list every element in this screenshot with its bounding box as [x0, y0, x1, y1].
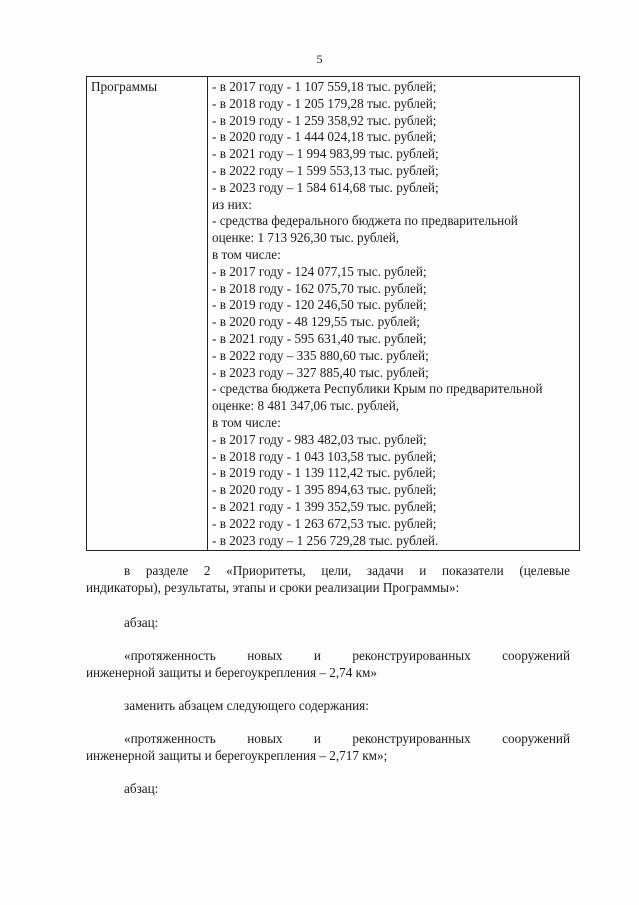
funding-line: - в 2019 году - 120 246,50 тыс. рублей;	[212, 297, 427, 313]
funding-line: - в 2020 году - 48 129,55 тыс. рублей;	[212, 314, 420, 330]
funding-line: - в 2018 году - 1 205 179,28 тыс. рублей;	[212, 95, 437, 111]
funding-line: - в 2019 году - 1 139 112,42 тыс. рублей;	[212, 465, 436, 481]
table-values-cell	[208, 77, 580, 551]
funding-line: - в 2017 году - 983 482,03 тыс. рублей;	[212, 431, 427, 447]
funding-line: - в 2021 году – 1 994 983,99 тыс. рублей;	[212, 146, 439, 162]
funding-line: оценке: 1 713 926,30 тыс. рублей,	[212, 230, 400, 246]
funding-line: в том числе:	[212, 246, 281, 262]
funding-line: - в 2017 году - 124 077,15 тыс. рублей;	[212, 263, 427, 279]
funding-line: - в 2018 году - 162 075,70 тыс. рублей;	[212, 280, 427, 296]
funding-line: - в 2022 году - 1 263 672,53 тыс. рублей;	[212, 515, 437, 531]
new-text-line: инженерной защиты и берегоукрепления – 2,717 км»;	[86, 748, 388, 763]
funding-line: - в 2022 году – 335 880,60 тыс. рублей;	[212, 347, 429, 363]
funding-line: - в 2023 году – 327 885,40 тыс. рублей;	[212, 364, 429, 380]
funding-line: - в 2017 году - 1 107 559,18 тыс. рублей;	[212, 79, 437, 94]
funding-line: - в 2021 году - 595 631,40 тыс. рублей;	[212, 330, 427, 346]
new-text-paragraph	[86, 730, 570, 764]
page-number: 5	[316, 52, 323, 66]
replace-instruction: заменить абзацем следующего содержания:	[124, 698, 369, 713]
funding-line: - в 2020 году - 1 395 894,63 тыс. рублей;	[212, 482, 437, 498]
funding-line: - средства федерального бюджета по предварительной	[212, 213, 518, 229]
old-text-line: инженерной защиты и берегоукрепления – 2,74 км»	[86, 665, 377, 680]
funding-line: - средства бюджета Республики Крым по предварительной	[212, 381, 543, 397]
section-intro-line: индикаторы), результаты, этапы и сроки реализации Программы»:	[86, 580, 460, 595]
funding-line: - в 2022 году – 1 599 553,13 тыс. рублей;	[212, 162, 439, 178]
program-funding-table	[86, 76, 580, 551]
section-intro-paragraph	[86, 562, 570, 596]
funding-line: оценке: 8 481 347,06 тыс. рублей,	[212, 398, 400, 414]
funding-line: - в 2020 году - 1 444 024,18 тыс. рублей;	[212, 129, 437, 145]
table-row	[87, 77, 580, 551]
abzac-label: абзац:	[124, 615, 159, 630]
funding-line: - в 2019 году - 1 259 358,92 тыс. рублей;	[212, 112, 437, 128]
funding-line: - в 2023 году – 1 256 729,28 тыс. рублей.	[212, 532, 439, 548]
funding-line: из них:	[212, 196, 252, 212]
new-text-line: «протяженность новых и реконструированных сооружений	[124, 731, 570, 746]
table-label-cell: Программы	[87, 77, 208, 551]
section-intro-line: в разделе 2 «Приоритеты, цели, задачи и показатели (целевые	[124, 563, 570, 578]
abzac-label: абзац:	[124, 781, 159, 796]
funding-line: - в 2018 году - 1 043 103,58 тыс. рублей;	[212, 448, 437, 464]
funding-line: в том числе:	[212, 414, 281, 430]
old-text-paragraph	[86, 647, 570, 681]
funding-line: - в 2021 году - 1 399 352,59 тыс. рублей;	[212, 498, 437, 514]
funding-line: - в 2023 году – 1 584 614,68 тыс. рублей;	[212, 179, 439, 195]
old-text-line: «протяженность новых и реконструированных сооружений	[124, 648, 570, 663]
